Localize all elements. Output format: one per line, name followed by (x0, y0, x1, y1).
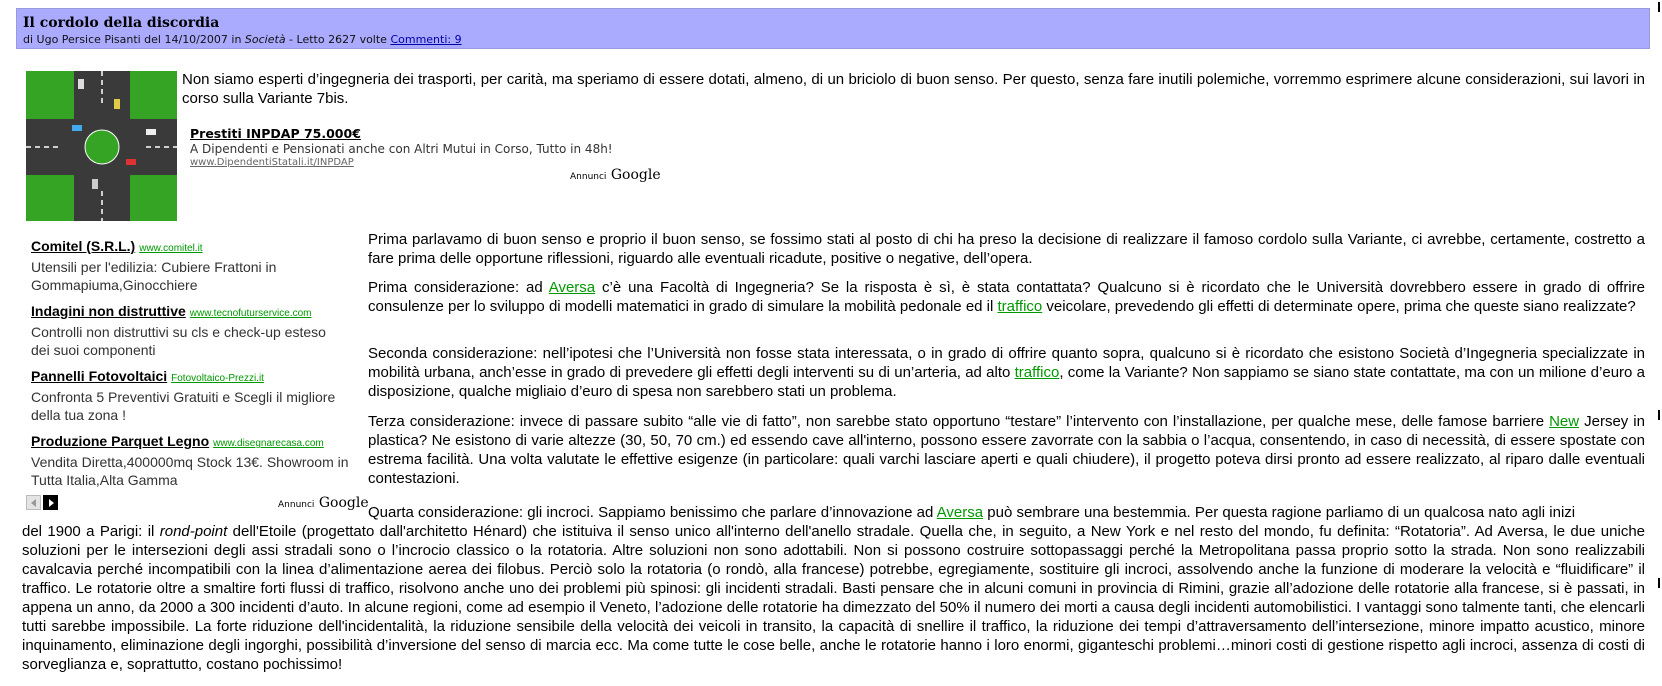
text-run: Terza considerazione: invece di passare subito “alle vie di fatto”, non sarebbe stato opportuno “testare” l’intervento con l’installazione, per qualche mese, delle famose barriere (368, 413, 1550, 430)
top-ad[interactable] (190, 126, 613, 169)
roundabout-illustration (26, 71, 177, 221)
text-run: Seconda considerazione: nell’ipotesi che l’Università non fosse stata interessata, o in grado di offrire quanto sopra, qualcuno si è ricordato che esistono Società d’Ingegneria specializzate in mobilità urbana, anch’esse in grado di prevedere gli effetti degli interventi su di un’arteria, ad alto (368, 345, 1645, 381)
ads-by-label: Annunci (278, 500, 315, 510)
text-run: dell'Etoile (progettato dall'architetto Hénard) che istituiva il senso unico all'interno dell'anello stradale. Quella che, in seguito, a New York e nel resto del mondo, fu definita: “Rotatoria”. Ad Aversa, le due uniche soluzioni per le intersezioni degli assi stradali sono o l’incrocio classico o la rotatoria. Altre soluzioni non sono adottabili. Non si possono costruire sottopassaggi perché la Metropolitana passa proprio sotto la strada. Non sono realizzabili cavalcavia perché incompatibili con la linea d’alimentazione aerea dei filobus. Perciò solo la rotatoria (o rondò, alla francese) potrebbe, egregiamente, sostituire gli incroci, assolvendo anche la funzione di moderare la velocità e “fluidificare” il traffico. Le rotatorie oltre a smaltire forti flussi di traffico, risolvono anche uno dei problemi più spinosi: gli incidenti stradali. Basti pensare che in alcuni comuni in provincia di Rimini, grazie all’adozione delle rotatorie alla francese, si è passati, in appena un anno, da 2000 a 300 incidenti d’auto. In alcune regioni, come ad esempio il Veneto, l’adozione delle rotatorie ha dimezzato del 50% il numero dei morti a causa degli incidenti automobilistici. I vantaggi sono talmente tanti, che elencarli tutti sarebbe impossibile. La forte riduzione dell'incidentalità, la riduzione sensibile della velocità dei veicoli in transito, la capacità di snellire il traffico, la riduzione dei tempi d’attraversamento dell’intersezione, minore impatto acustico, minore inquinamento, eliminazione degli ingorghi, possibilità d’inversione del senso di marcia ecc. Ma come tutte le cose belle, anche le rotatorie hanno i loro enormi, giganteschi problemi…minori costi di gestione rispetto agli incroci, assenza di costi di sorveglianza e, soprattutto, costano pochissimo! (22, 523, 1646, 673)
sidebar-ad-url[interactable]: www.tecnofuturservice.com (189, 308, 312, 319)
article-title: Il cordolo della discordia (23, 15, 220, 31)
top-ad-description: A Dipendenti e Pensionati anche con Altri Mutui in Corso, Tutto in 48h! (190, 142, 613, 156)
sidebar-ad-description: Controlli non distruttivi su cls e check-up esteso dei suoi componenti (31, 324, 326, 358)
article-header (16, 8, 1650, 49)
article-meta (23, 33, 462, 46)
link-aversa[interactable]: Aversa (548, 279, 596, 296)
edge-marker (1658, 578, 1660, 588)
sidebar-ad[interactable] (31, 432, 351, 489)
text-run: , come la Variante? Non sappiamo se siano state contattate, ma con un milione d’euro a disposizione, qualche migliaio d’euro di spesa non sarebbero stati un problema. (368, 364, 1645, 400)
chevron-left-icon[interactable] (26, 495, 41, 510)
top-ad-brand[interactable] (570, 166, 661, 184)
sidebar-ad-title[interactable]: Comitel (S.R.L.) (31, 238, 136, 254)
sidebar-ad-description: Confronta 5 Preventivi Gratuiti e Scegli il migliore della tua zona ! (31, 389, 336, 423)
paragraph-rotatorie (22, 522, 1645, 674)
sidebar-ad-description: Vendita Diretta,400000mq Stock 13€. Showroom in Tutta Italia,Alta Gamma (31, 454, 349, 488)
meta-category: Società (244, 33, 286, 46)
sidebar-ad-url[interactable]: www.disegnarecasa.com (213, 438, 324, 449)
edge-marker (1658, 410, 1660, 420)
top-ad-title[interactable]: Prestiti INPDAP 75.000€ (190, 126, 361, 141)
text-run: Prima considerazione: ad (368, 279, 549, 296)
paragraph-terza-considerazione (368, 412, 1645, 488)
link-traffico[interactable]: traffico (1014, 364, 1060, 381)
sidebar-ad[interactable] (31, 302, 341, 359)
sidebar-ad-url[interactable]: www.comitel.it (139, 243, 203, 254)
text-run: del 1900 a Parigi: il (22, 523, 160, 540)
google-logo: Google (318, 495, 369, 511)
sidebar-ad[interactable] (31, 237, 291, 294)
rond-point-term: rond-point (159, 523, 228, 540)
text-run: può sembrare una bestemmia. Per questa ragione parliamo di un qualcosa nato agli inizi (983, 504, 1576, 521)
edge-marker (1658, 2, 1660, 12)
sidebar-ad-description: Utensili per l'edilizia: Cubiere Frattoni in Gommapiuma,Ginocchiere (31, 259, 277, 293)
meta-prefix: di Ugo Persice Pisanti del 14/10/2007 in (23, 33, 245, 46)
paragraph-prima-considerazione (368, 278, 1645, 316)
paragraph-seconda-considerazione (368, 344, 1645, 401)
chevron-right-icon[interactable] (43, 495, 58, 510)
text-run: Quarta considerazione: gli incroci. Sappiamo benissimo che parlare d’innovazione ad (368, 504, 937, 521)
paragraph-buon-senso: Prima parlavamo di buon senso e proprio il buon senso, se fossimo stati al posto di chi ha preso la decisione di realizzare il famoso cordolo sulla Variante, ci avrebbe, certamente, costretto a fare prima delle opportune riflessioni, riguardo alle eventuali ricadute, positive o negative, dell’opera. (368, 231, 1645, 267)
comments-link[interactable]: Commenti: 9 (390, 33, 462, 46)
text-run: Jersey in plastica? Ne esistono di varie altezze (30, 50, 70 cm.) ed essendo cave all'interno, possono essere zavorrate con la sabbia o l’acqua, consentendo, in caso di necessità, di essere spostate con estrema facilità. Una volta valutate le effettive esigenze (in particolare: quali varchi lasciare aperti e quali chiudere), il progetto poteva dirsi pronto ad essere realizzato, al riparo dalle eventuali contestazioni. (368, 413, 1645, 487)
intro-paragraph: Non siamo esperti d’ingegneria dei trasporti, per carità, ma speriamo di essere dotati, almeno, di un briciolo di buon senso. Per questo, senza fare inutili polemiche, vorremmo esprimere alcune considerazioni, sui lavori in corso sulla Variante 7bis. (182, 71, 1645, 107)
link-new[interactable]: New (1549, 413, 1580, 430)
sidebar-ad-brand[interactable] (278, 494, 369, 512)
sidebar-ad[interactable] (31, 367, 351, 424)
google-logo: Google (610, 167, 661, 183)
ad-pager (26, 495, 60, 513)
sidebar-ad-title[interactable]: Indagini non distruttive (31, 303, 186, 319)
text-run: veicolare, prevedendo gli effetti di determinate opere, prima che queste siano realizzate? (1042, 298, 1636, 315)
link-traffico[interactable]: traffico (997, 298, 1043, 315)
meta-suffix: - Letto 2627 volte (285, 33, 391, 46)
sidebar-ad-title[interactable]: Pannelli Fotovoltaici (31, 368, 168, 384)
top-ad-url[interactable]: www.DipendentiStatali.it/INPDAP (190, 157, 354, 168)
paragraph-quarta-considerazione (368, 503, 1645, 522)
ads-by-label: Annunci (570, 172, 607, 182)
sidebar-ad-title[interactable]: Produzione Parquet Legno (31, 433, 210, 449)
sidebar-ad-url[interactable]: Fotovoltaico-Prezzi.it (171, 373, 264, 384)
link-aversa[interactable]: Aversa (936, 504, 984, 521)
text-run: c’è una Facoltà di Ingegneria? Se la risposta è sì, è stata contattata? Qualcuno si è ricordato che le Università dovrebbero essere in grado di offrire consulenze per lo sviluppo di modelli matematici in grado di simulare la mobilità pedonale ed il (368, 279, 1645, 315)
